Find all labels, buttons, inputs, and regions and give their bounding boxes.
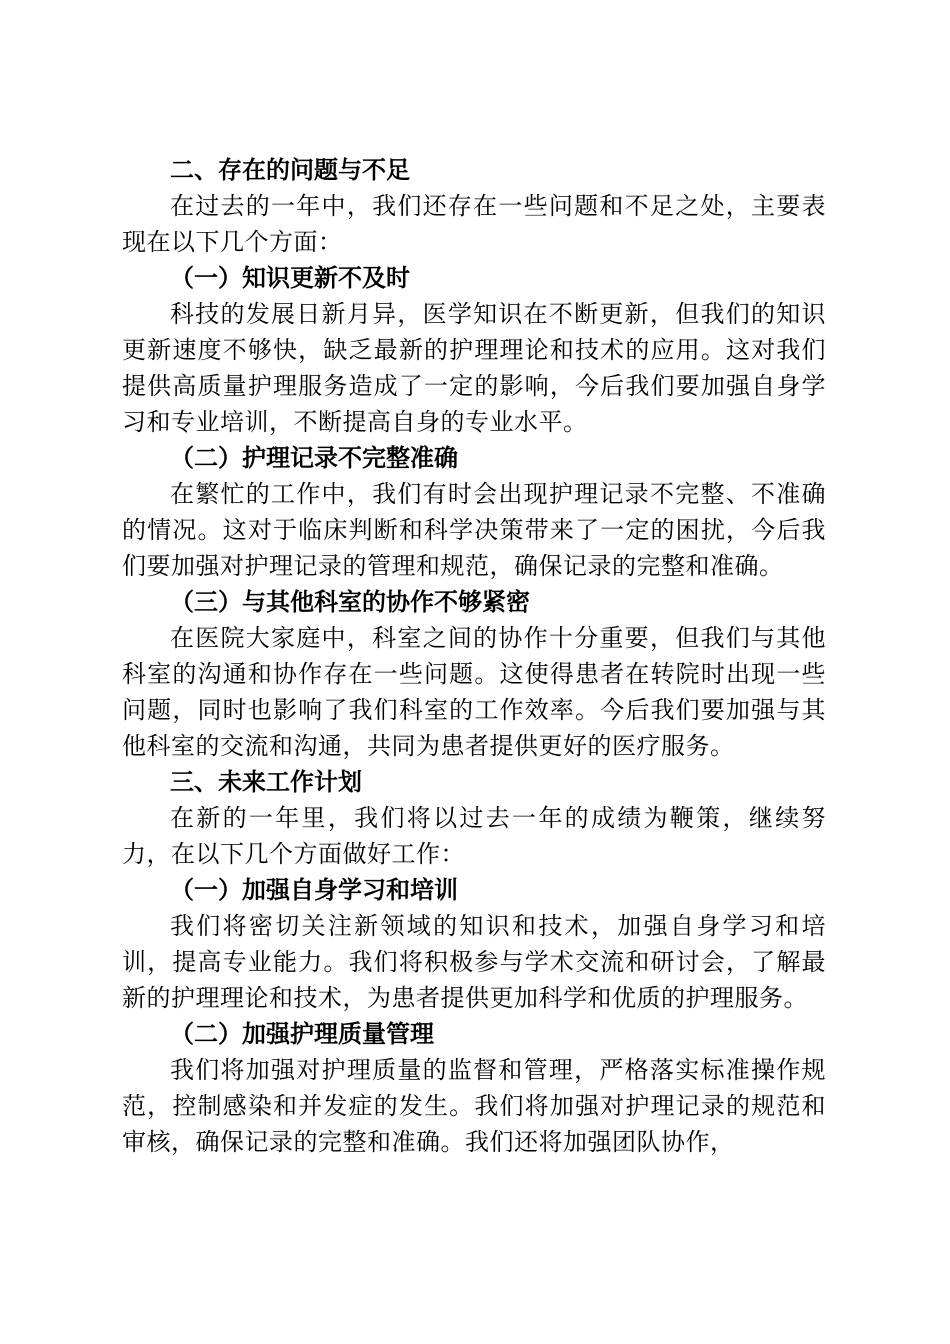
section-intro: 在新的一年里，我们将以过去一年的成绩为鞭策，继续努力，在以下几个方面做好工作： bbox=[122, 804, 826, 868]
paragraph: 在繁忙的工作中，我们有时会出现护理记录不完整、不准确的情况。这对于临床判断和科学决策带来了一定的困扰，今后我们要加强对护理记录的管理和规范，确保记录的完整和准确。 bbox=[122, 480, 826, 580]
paragraph: 在医院大家庭中，科室之间的协作十分重要，但我们与其他科室的沟通和协作存在一些问题。这使得患者在转院时出现一些问题，同时也影响了我们科室的工作效率。今后我们要加强与其他科室的交流和沟通，共同为患者提供更好的医疗服务。 bbox=[122, 624, 826, 760]
paragraph: 我们将加强对护理质量的监督和管理，严格落实标准操作规范，控制感染和并发症的发生。我们将加强对护理记录的规范和审核，确保记录的完整和准确。我们还将加强团队协作， bbox=[122, 1056, 826, 1156]
section-heading: 三、未来工作计划 bbox=[170, 768, 362, 796]
subsection-heading: （二）护理记录不完整准确 bbox=[170, 443, 458, 472]
subsection-heading: （三）与其他科室的协作不够紧密 bbox=[170, 587, 530, 616]
document-body bbox=[122, 152, 826, 1160]
paragraph: 我们将密切关注新领域的知识和技术，加强自身学习和培训，提高专业能力。我们将积极参与学术交流和研讨会，了解最新的护理理论和技术，为患者提供更加科学和优质的护理服务。 bbox=[122, 912, 826, 1012]
subsection-heading: （一）加强自身学习和培训 bbox=[170, 875, 458, 904]
subsection-heading: （二）加强护理质量管理 bbox=[170, 1019, 434, 1048]
section-intro: 在过去的一年中，我们还存在一些问题和不足之处，主要表现在以下几个方面： bbox=[122, 192, 826, 256]
section-heading: 二、存在的问题与不足 bbox=[170, 156, 410, 184]
subsection-heading: （一）知识更新不及时 bbox=[170, 263, 410, 292]
paragraph: 科技的发展日新月异，医学知识在不断更新，但我们的知识更新速度不够快，缺乏最新的护理理论和技术的应用。这对我们提供高质量护理服务造成了一定的影响，今后我们要加强自身学习和专业培训，不断提高自身的专业水平。 bbox=[122, 300, 826, 436]
